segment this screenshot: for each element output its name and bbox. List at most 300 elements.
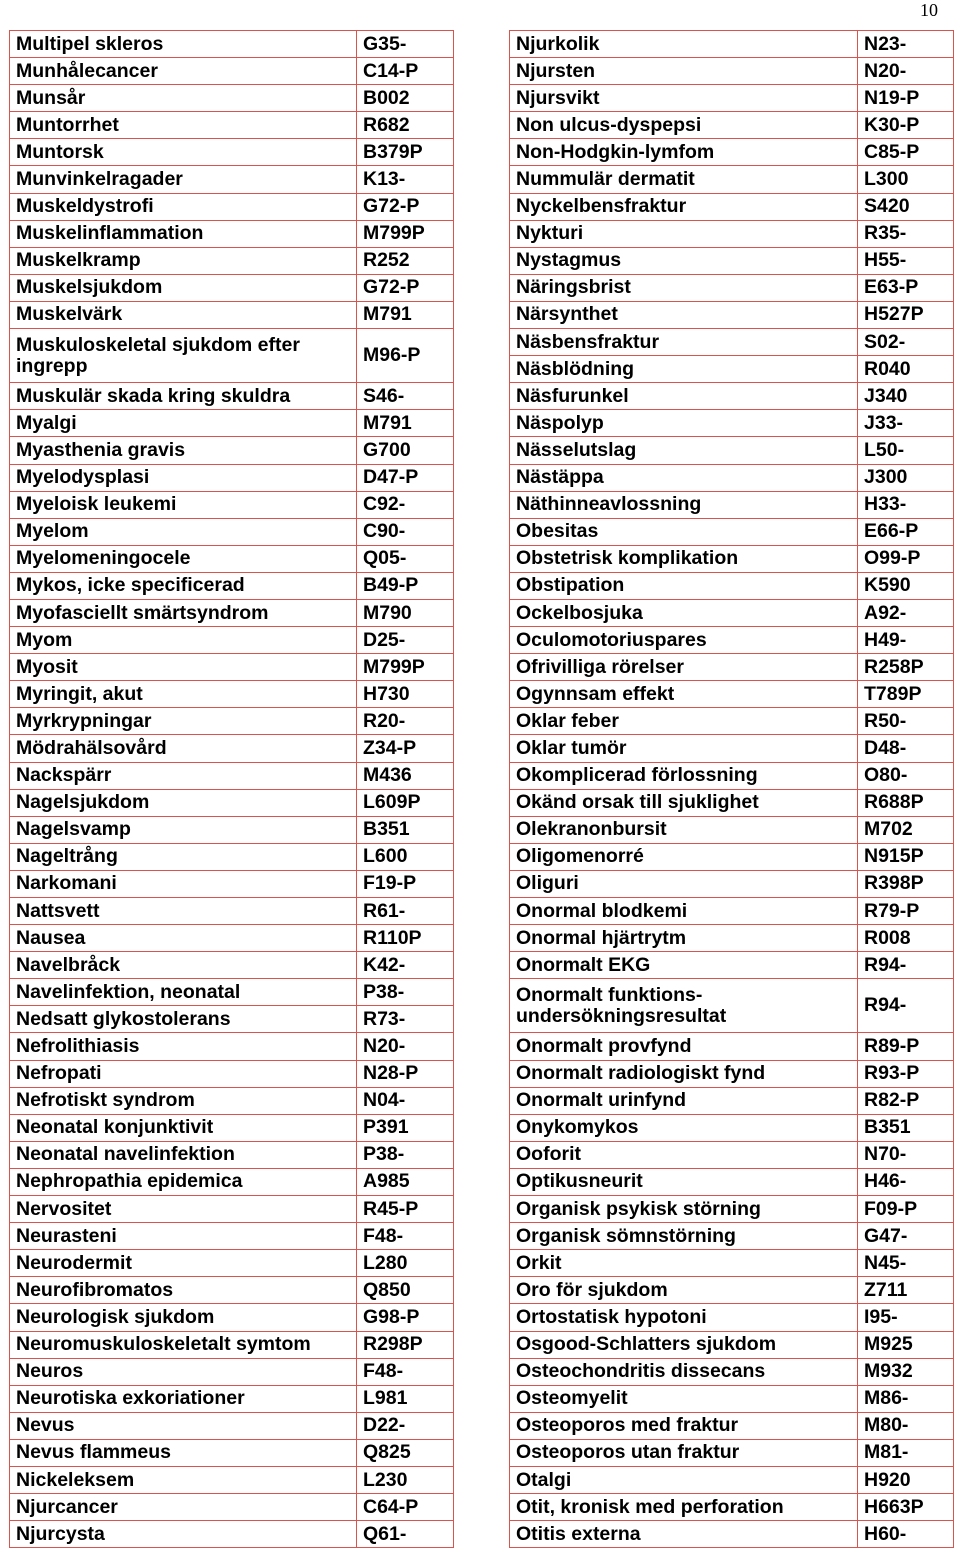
diagnosis-name: Nykturi [510, 220, 858, 247]
diagnosis-code: G72-P [357, 193, 454, 220]
table-row [10, 1196, 454, 1223]
diagnosis-name: Näsfurunkel [510, 383, 858, 410]
diagnosis-code-table-right [509, 30, 954, 1548]
table-row [510, 220, 954, 247]
diagnosis-code: R94- [858, 979, 954, 1033]
diagnosis-code: H663P [858, 1494, 954, 1521]
diagnosis-code: K42- [357, 952, 454, 979]
table-row [10, 599, 454, 626]
table-row [510, 193, 954, 220]
table-row [510, 58, 954, 85]
diagnosis-name: Optikusneurit [510, 1168, 858, 1195]
diagnosis-name: Olekranonbursit [510, 816, 858, 843]
table-row [510, 816, 954, 843]
table-row [510, 735, 954, 762]
table-row [10, 627, 454, 654]
table-row [10, 1277, 454, 1304]
diagnosis-code: C64-P [357, 1494, 454, 1521]
diagnosis-name: Otitis externa [510, 1521, 858, 1548]
diagnosis-code: H46- [858, 1168, 954, 1195]
diagnosis-code: H920 [858, 1466, 954, 1493]
table-row [10, 247, 454, 274]
diagnosis-code: R682 [357, 112, 454, 139]
diagnosis-name: Oligomenorré [510, 843, 858, 870]
diagnosis-code: N20- [858, 58, 954, 85]
table-row [510, 898, 954, 925]
diagnosis-code: N19-P [858, 85, 954, 112]
diagnosis-code: N915P [858, 843, 954, 870]
diagnosis-code: F09-P [858, 1196, 954, 1223]
table-row [10, 1494, 454, 1521]
diagnosis-name: Njurkolik [510, 31, 858, 58]
diagnosis-name: Oliguri [510, 870, 858, 897]
diagnosis-code: H55- [858, 247, 954, 274]
diagnosis-name: Njursten [510, 58, 858, 85]
diagnosis-name: Osgood-Schlatters sjukdom [510, 1331, 858, 1358]
table-row [510, 518, 954, 545]
diagnosis-name: Myelom [10, 518, 357, 545]
table-row [510, 654, 954, 681]
diagnosis-code: M86- [858, 1385, 954, 1412]
diagnosis-code: F19-P [357, 870, 454, 897]
diagnosis-code: M80- [858, 1412, 954, 1439]
diagnosis-code: N45- [858, 1250, 954, 1277]
diagnosis-code: Z711 [858, 1277, 954, 1304]
diagnosis-name: Onormalt funktions-undersökningsresultat [510, 979, 858, 1033]
diagnosis-code: Q61- [357, 1521, 454, 1548]
diagnosis-name: Näsblödning [510, 356, 858, 383]
diagnosis-name: Otalgi [510, 1466, 858, 1493]
diagnosis-code: L981 [357, 1385, 454, 1412]
diagnosis-name: Ockelbosjuka [510, 599, 858, 626]
table-row [510, 410, 954, 437]
diagnosis-name: Okänd orsak till sjuklighet [510, 789, 858, 816]
diagnosis-name: Nervositet [10, 1196, 357, 1223]
diagnosis-name: Ortostatisk hypotoni [510, 1304, 858, 1331]
diagnosis-name: Neonatal konjunktivit [10, 1114, 357, 1141]
table-row [510, 762, 954, 789]
table-row [10, 925, 454, 952]
diagnosis-name: Muskeldystrofi [10, 193, 357, 220]
diagnosis-code: E63-P [858, 274, 954, 301]
diagnosis-code: C85-P [858, 139, 954, 166]
diagnosis-name: Myalgi [10, 410, 357, 437]
table-row [10, 518, 454, 545]
diagnosis-name: Osteomyelit [510, 1385, 858, 1412]
diagnosis-code: M799P [357, 220, 454, 247]
diagnosis-name: Non ulcus-dyspepsi [510, 112, 858, 139]
diagnosis-code: F48- [357, 1358, 454, 1385]
table-row [510, 1494, 954, 1521]
diagnosis-name: Nageltrång [10, 843, 357, 870]
diagnosis-code: M436 [357, 762, 454, 789]
diagnosis-code: M96-P [357, 329, 454, 383]
diagnosis-code: G35- [357, 31, 454, 58]
table-row [10, 410, 454, 437]
table-row [10, 898, 454, 925]
diagnosis-name: Nausea [10, 925, 357, 952]
table-row [10, 1439, 454, 1466]
table-row [10, 1412, 454, 1439]
diagnosis-code: R040 [858, 356, 954, 383]
table-row [10, 843, 454, 870]
diagnosis-name: Myelomeningocele [10, 545, 357, 572]
diagnosis-code: S46- [357, 383, 454, 410]
diagnosis-name: Onykomykos [510, 1114, 858, 1141]
diagnosis-name: Nagelsvamp [10, 816, 357, 843]
diagnosis-name: Myom [10, 627, 357, 654]
diagnosis-code: H33- [858, 491, 954, 518]
diagnosis-name: Muskelkramp [10, 247, 357, 274]
diagnosis-code: R258P [858, 654, 954, 681]
table-row [510, 627, 954, 654]
diagnosis-name: Näspolyp [510, 410, 858, 437]
diagnosis-code: K13- [357, 166, 454, 193]
diagnosis-name: Nefrotiskt syndrom [10, 1087, 357, 1114]
diagnosis-code: L50- [858, 437, 954, 464]
diagnosis-name: Nefrolithiasis [10, 1033, 357, 1060]
diagnosis-code: L609P [357, 789, 454, 816]
table-row [510, 85, 954, 112]
diagnosis-name: Mykos, icke specificerad [10, 572, 357, 599]
table-row [510, 1277, 954, 1304]
diagnosis-code: Q05- [357, 545, 454, 572]
diagnosis-name: Muntorsk [10, 139, 357, 166]
diagnosis-name: Organisk psykisk störning [510, 1196, 858, 1223]
diagnosis-name: Myringit, akut [10, 681, 357, 708]
table-row [10, 1060, 454, 1087]
table-row [510, 843, 954, 870]
table-row [10, 1141, 454, 1168]
diagnosis-code: C14-P [357, 58, 454, 85]
table-row [10, 1114, 454, 1141]
diagnosis-code: P391 [357, 1114, 454, 1141]
diagnosis-name: Navelbråck [10, 952, 357, 979]
diagnosis-name: Multipel skleros [10, 31, 357, 58]
table-row [510, 1114, 954, 1141]
diagnosis-code: J300 [858, 464, 954, 491]
diagnosis-name: Ofrivilliga rörelser [510, 654, 858, 681]
diagnosis-name: Osteoporos utan fraktur [510, 1439, 858, 1466]
diagnosis-name: Oculomotoriuspares [510, 627, 858, 654]
table-row [510, 870, 954, 897]
diagnosis-code: M925 [858, 1331, 954, 1358]
table-row [510, 952, 954, 979]
diagnosis-name: Osteoporos med fraktur [510, 1412, 858, 1439]
diagnosis-code: J33- [858, 410, 954, 437]
diagnosis-code: R252 [357, 247, 454, 274]
diagnosis-code: R008 [858, 925, 954, 952]
table-row [510, 1141, 954, 1168]
table-row [510, 979, 954, 1033]
diagnosis-code: R688P [858, 789, 954, 816]
diagnosis-name: Myelodysplasi [10, 464, 357, 491]
table-row [510, 1304, 954, 1331]
table-row [510, 1087, 954, 1114]
diagnosis-code: O80- [858, 762, 954, 789]
table-row [510, 356, 954, 383]
table-row [10, 112, 454, 139]
diagnosis-name: Nagelsjukdom [10, 789, 357, 816]
diagnosis-name: Njurcancer [10, 1494, 357, 1521]
diagnosis-name: Mödrahälsovård [10, 735, 357, 762]
diagnosis-name: Okomplicerad förlossning [510, 762, 858, 789]
diagnosis-code: G700 [357, 437, 454, 464]
diagnosis-code: A92- [858, 599, 954, 626]
table-row [510, 464, 954, 491]
diagnosis-code: A985 [357, 1168, 454, 1195]
table-row [10, 952, 454, 979]
table-row [510, 599, 954, 626]
diagnosis-name: Munhålecancer [10, 58, 357, 85]
diagnosis-name: Muntorrhet [10, 112, 357, 139]
table-row [510, 545, 954, 572]
diagnosis-name: Nummulär dermatit [510, 166, 858, 193]
diagnosis-name: Organisk sömnstörning [510, 1223, 858, 1250]
diagnosis-code: M702 [858, 816, 954, 843]
diagnosis-code: I95- [858, 1304, 954, 1331]
diagnosis-name: Onormalt urinfynd [510, 1087, 858, 1114]
diagnosis-code: R61- [357, 898, 454, 925]
diagnosis-code: R110P [357, 925, 454, 952]
table-row [510, 437, 954, 464]
table-row [10, 220, 454, 247]
diagnosis-name: Muskelsjukdom [10, 274, 357, 301]
table-row [10, 85, 454, 112]
table-row [10, 708, 454, 735]
diagnosis-name: Nackspärr [10, 762, 357, 789]
table-row [10, 545, 454, 572]
table-row [10, 1033, 454, 1060]
diagnosis-name: Onormal hjärtrytm [510, 925, 858, 952]
table-row [10, 329, 454, 383]
diagnosis-name: Muskulär skada kring skuldra [10, 383, 357, 410]
diagnosis-code: B49-P [357, 572, 454, 599]
diagnosis-name: Oro för sjukdom [510, 1277, 858, 1304]
diagnosis-name: Oklar tumör [510, 735, 858, 762]
diagnosis-name: Nystagmus [510, 247, 858, 274]
diagnosis-name: Myofasciellt smärtsyndrom [10, 599, 357, 626]
diagnosis-name: Neurodermit [10, 1250, 357, 1277]
table-row [510, 1168, 954, 1195]
diagnosis-code: D48- [858, 735, 954, 762]
diagnosis-name: Neurasteni [10, 1223, 357, 1250]
diagnosis-code: G47- [858, 1223, 954, 1250]
table-row [10, 816, 454, 843]
diagnosis-name: Nyckelbensfraktur [510, 193, 858, 220]
diagnosis-code: S02- [858, 329, 954, 356]
table-row [10, 31, 454, 58]
diagnosis-name: Munsår [10, 85, 357, 112]
diagnosis-code: R20- [357, 708, 454, 735]
diagnosis-name: Nevus [10, 1412, 357, 1439]
table-row [510, 681, 954, 708]
diagnosis-name: Njurcysta [10, 1521, 357, 1548]
diagnosis-code: Q850 [357, 1277, 454, 1304]
diagnosis-code: M791 [357, 301, 454, 328]
diagnosis-code: K30-P [858, 112, 954, 139]
table-row [510, 31, 954, 58]
table-row [510, 166, 954, 193]
diagnosis-code: C92- [357, 491, 454, 518]
table-row [10, 735, 454, 762]
table-row [10, 437, 454, 464]
table-row [510, 708, 954, 735]
diagnosis-code: N23- [858, 31, 954, 58]
diagnosis-name: Navelinfektion, neonatal [10, 979, 357, 1006]
table-row [510, 1331, 954, 1358]
table-row [10, 979, 454, 1006]
diagnosis-code: H730 [357, 681, 454, 708]
table-row [10, 762, 454, 789]
diagnosis-code: N20- [357, 1033, 454, 1060]
diagnosis-code: M790 [357, 599, 454, 626]
diagnosis-name: Osteochondritis dissecans [510, 1358, 858, 1385]
diagnosis-code: R50- [858, 708, 954, 735]
diagnosis-code: E66-P [858, 518, 954, 545]
diagnosis-code: R93-P [858, 1060, 954, 1087]
diagnosis-code: S420 [858, 193, 954, 220]
table-row [510, 1250, 954, 1277]
table-row [10, 1521, 454, 1548]
diagnosis-code: O99-P [858, 545, 954, 572]
diagnosis-name: Nickeleksem [10, 1466, 357, 1493]
diagnosis-code: L230 [357, 1466, 454, 1493]
table-row [510, 329, 954, 356]
diagnosis-code: B351 [858, 1114, 954, 1141]
table-row [510, 789, 954, 816]
diagnosis-name: Obesitas [510, 518, 858, 545]
diagnosis-code: P38- [357, 979, 454, 1006]
table-row [10, 572, 454, 599]
diagnosis-name: Onormalt provfynd [510, 1033, 858, 1060]
diagnosis-name: Oklar feber [510, 708, 858, 735]
diagnosis-name: Nattsvett [10, 898, 357, 925]
diagnosis-code: R35- [858, 220, 954, 247]
table-row [510, 301, 954, 328]
diagnosis-name: Muskelvärk [10, 301, 357, 328]
diagnosis-code: P38- [357, 1141, 454, 1168]
table-row [10, 681, 454, 708]
diagnosis-name: Myasthenia gravis [10, 437, 357, 464]
diagnosis-code: R73- [357, 1006, 454, 1033]
table-row [510, 1358, 954, 1385]
table-row [510, 1033, 954, 1060]
diagnosis-code: K590 [858, 572, 954, 599]
diagnosis-name: Orkit [510, 1250, 858, 1277]
table-row [10, 1385, 454, 1412]
diagnosis-name: Neurofibromatos [10, 1277, 357, 1304]
diagnosis-code: T789P [858, 681, 954, 708]
diagnosis-name: Njursvikt [510, 85, 858, 112]
table-row [510, 1466, 954, 1493]
diagnosis-code: D22- [357, 1412, 454, 1439]
table-row [510, 1223, 954, 1250]
diagnosis-code: G98-P [357, 1304, 454, 1331]
diagnosis-code: M799P [357, 654, 454, 681]
table-row [510, 139, 954, 166]
diagnosis-code: M81- [858, 1439, 954, 1466]
table-row [10, 1358, 454, 1385]
diagnosis-code: R79-P [858, 898, 954, 925]
diagnosis-code: G72-P [357, 274, 454, 301]
diagnosis-name: Neurotiska exkoriationer [10, 1385, 357, 1412]
table-row [510, 1521, 954, 1548]
diagnosis-code-table-left [9, 30, 454, 1548]
table-row [10, 58, 454, 85]
diagnosis-code: N04- [357, 1087, 454, 1114]
diagnosis-name: Ogynnsam effekt [510, 681, 858, 708]
diagnosis-code: F48- [357, 1223, 454, 1250]
page-number: 10 [920, 0, 938, 20]
diagnosis-name: Otit, kronisk med perforation [510, 1494, 858, 1521]
diagnosis-code: R298P [357, 1331, 454, 1358]
table-row [10, 464, 454, 491]
table-row [510, 1385, 954, 1412]
diagnosis-name: Näringsbrist [510, 274, 858, 301]
diagnosis-name: Muskelinflammation [10, 220, 357, 247]
table-row [10, 1331, 454, 1358]
table-row [10, 274, 454, 301]
diagnosis-code: N28-P [357, 1060, 454, 1087]
diagnosis-name: Näsbensfraktur [510, 329, 858, 356]
table-row [510, 491, 954, 518]
table-row [10, 1168, 454, 1195]
table-row [510, 1412, 954, 1439]
diagnosis-code: C90- [357, 518, 454, 545]
table-row [10, 491, 454, 518]
table-row [10, 1006, 454, 1033]
diagnosis-name: Närsynthet [510, 301, 858, 328]
diagnosis-name: Neuros [10, 1358, 357, 1385]
diagnosis-code: R45-P [357, 1196, 454, 1223]
diagnosis-code: M791 [357, 410, 454, 437]
diagnosis-code: N70- [858, 1141, 954, 1168]
diagnosis-name: Nefropati [10, 1060, 357, 1087]
diagnosis-name: Munvinkelragader [10, 166, 357, 193]
table-row [10, 139, 454, 166]
table-row [510, 1196, 954, 1223]
diagnosis-code: L600 [357, 843, 454, 870]
table-row [10, 870, 454, 897]
diagnosis-name: Narkomani [10, 870, 357, 897]
diagnosis-code: L280 [357, 1250, 454, 1277]
table-row [10, 1250, 454, 1277]
diagnosis-name: Nedsatt glykostolerans [10, 1006, 357, 1033]
diagnosis-code: H527P [858, 301, 954, 328]
diagnosis-name: Obstetrisk komplikation [510, 545, 858, 572]
table-row [510, 112, 954, 139]
diagnosis-name: Nässelutslag [510, 437, 858, 464]
diagnosis-code: H49- [858, 627, 954, 654]
diagnosis-name: Myrkrypningar [10, 708, 357, 735]
table-row [510, 1439, 954, 1466]
table-row [510, 247, 954, 274]
table-row [510, 925, 954, 952]
diagnosis-name: Onormal blodkemi [510, 898, 858, 925]
table-row [10, 1087, 454, 1114]
diagnosis-code: R94- [858, 952, 954, 979]
table-row [10, 383, 454, 410]
table-row [10, 1466, 454, 1493]
diagnosis-name: Näthinneavlossning [510, 491, 858, 518]
diagnosis-name: Onormalt radiologiskt fynd [510, 1060, 858, 1087]
diagnosis-code: B002 [357, 85, 454, 112]
table-row [510, 1060, 954, 1087]
diagnosis-name: Nevus flammeus [10, 1439, 357, 1466]
table-row [10, 789, 454, 816]
diagnosis-code: H60- [858, 1521, 954, 1548]
